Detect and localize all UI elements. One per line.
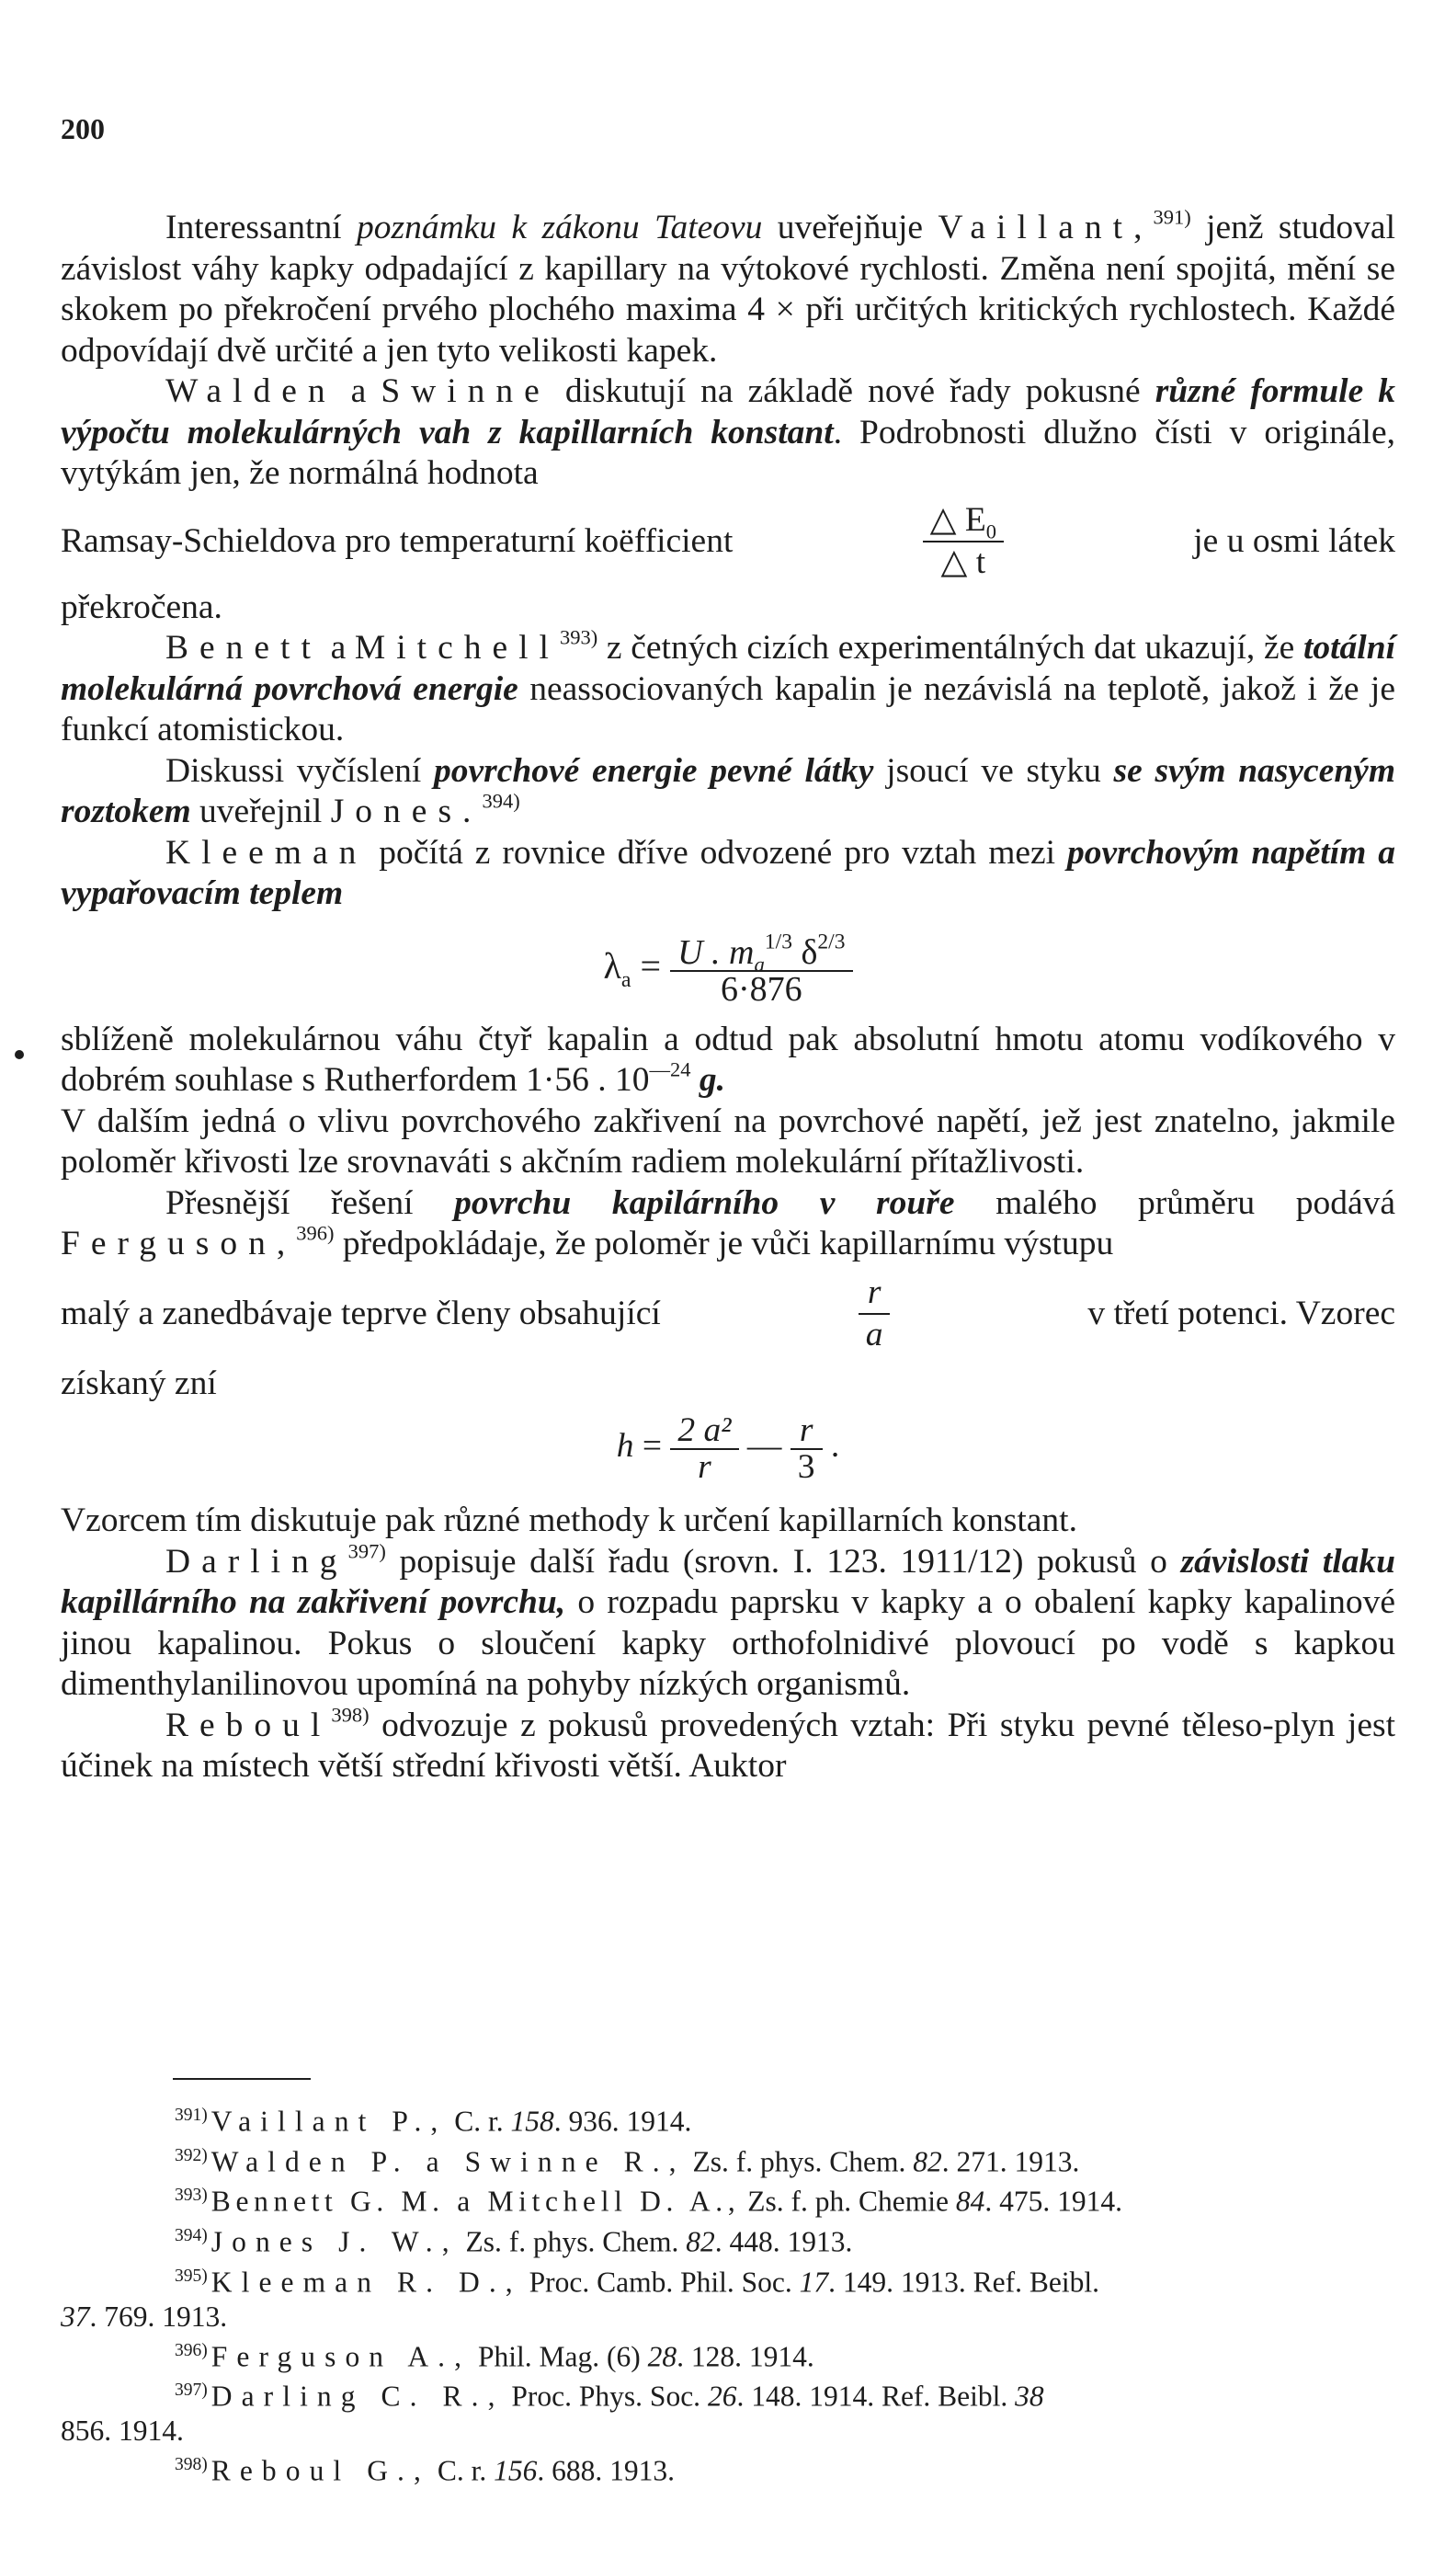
paragraph-jones: Diskussi vyčíslení povrchové energie pevné látky jsoucí ve styku se svým nasyceným roztokem uveřejnil Jones.$^{394)}$ bbox=[61, 751, 1395, 830]
footnote-395-cont: 37. 769. 1913. bbox=[61, 2300, 228, 2333]
paragraph-reboul: Reboul$^{398)}$ odvozuje z pokusů provedených vztah: Při styku pevné těleso-plyn jest účinek na místech větší střední křivosti větší. Auktor bbox=[61, 1702, 1395, 1785]
paragraph-methods: Vzorcem tím diskutuje pak různé methody k určení kapillarních konstant. bbox=[61, 1501, 1077, 1539]
footnotes bbox=[61, 2098, 1395, 2488]
paragraph-walden: Walden a Swinne diskutují na základě nové řady pokusné různé formule k výpočtu molekulárných vah z kapillarních konstant. Podrobnosti dlužno čísti v originále, vytýkám jen, že normálná hodnota bbox=[61, 372, 1395, 492]
equation-h: h = $\frac{\text{2 a²}}{r}$ — $\frac{r}{3}$ . bbox=[616, 1411, 840, 1486]
paragraph-walden-end: překročena. bbox=[61, 588, 222, 626]
ferguson-line: malý a zanedbávaje teprve členy obsahující $\frac{r}{a}$ v třetí potenci. Vzorec bbox=[61, 1273, 1395, 1356]
footnote-396: $^{396)}$ Ferguson A., Phil. Mag. (6) 28. 128. 1914. bbox=[175, 2340, 814, 2373]
footnote-391: $^{391)}$ Vaillant P., C. r. 158. 936. 1914. bbox=[175, 2105, 692, 2138]
footnote-397-cont: 856. 1914. bbox=[61, 2414, 184, 2447]
main-text bbox=[61, 205, 1396, 1787]
paragraph-kleeman: Kleeman počítá z rovnice dříve odvozené pro vztah mezi povrchovým napětím a vypařovacím teplem bbox=[61, 833, 1396, 912]
coefficient-fraction: $\frac{\triangle E_0}{\triangle t}$ bbox=[923, 500, 1004, 584]
equation-lambda: $\lambda_a$ = $\frac{U . m_a^{1/3} \delta^{2/3}}{6\cdot 876}$ bbox=[61, 935, 1395, 1007]
footnote-rule bbox=[173, 2078, 311, 2080]
paragraph-benett: Benett a Mitchell$^{393)}$ z četných cizích experimentálných dat ukazují, že totální molekulárná povrchová energie neassociovaných kapalin je nezávislá na teplotě, jakož i že je funkcí atomistickou. bbox=[61, 625, 1395, 748]
r-over-a-fraction: $\frac{r}{a}$ bbox=[859, 1273, 891, 1356]
paragraph-ferguson-end: získaný zní bbox=[61, 1364, 217, 1402]
footnote-394: $^{394)}$ Jones J. W., Zs. f. phys. Chem. 82. 448. 1913. bbox=[175, 2225, 853, 2258]
footnote-397: $^{397)}$ Darling C. R., Proc. Phys. Soc. 26. 148. 1914. Ref. Beibl. 38 bbox=[175, 2380, 1044, 2413]
footnote-392: $^{392)}$ Walden P. a Swinne R., Zs. f. phys. Chem. 82. 271. 1913. bbox=[175, 2145, 1080, 2178]
footnote-393: $^{393)}$ Bennett G. M. a Mitchell D. A., Zs. f. ph. Chemie 84. 475. 1914. bbox=[175, 2186, 1122, 2219]
paragraph-darling: Darling$^{397)}$ popisuje další řadu (srovn. I. 123. 1911/12) pokusů o závislosti tlaku kapillárního na zakřivení povrchu, o rozpadu paprsku v kapky a o obalení kapky kapalinové jinou kapalinou. Pokus o sloučení kapky orthofolnidivé plovoucí po vodě s kapkou dimenthylanilinovou upomíná na pohyby nízkých organismů. bbox=[61, 1538, 1395, 1703]
paragraph-hydrogen: sblíženě molekulárnou váhu čtyř kapalin a odtud pak absolutní hmotu atomu vodíkového v dobrém souhlase s Rutherfordem 1·56 . $10^{—24}$ g. bbox=[61, 1020, 1395, 1099]
paragraph-vaillant: Interessantní poznámku k zákonu Tateovu uveřejňuje Vaillant,$^{391)}$ jenž studoval závislost váhy kapky odpadající z kapillary na výtokové rychlosti. Změna není spojitá, mění se skokem po překročení prvého plochého maxima 4 × při určitých kritických rychlostech. Každé odpovídají dvě určité a jen tyto velikosti kapek. bbox=[61, 205, 1395, 370]
footnote-398: $^{398)}$ Reboul G., C. r. 156. 688. 1913. bbox=[175, 2454, 675, 2487]
paragraph-ferguson: Přesnější řešení povrchu kapilárního v rouře malého průměru podává Ferguson,$^{396)}$ předpokládaje, že poloměr je vůči kapillarnímu výstupu bbox=[61, 1183, 1395, 1262]
coefficient-line: Ramsay-Schieldova pro temperaturní koëfficient $\frac{\triangle E_0}{\triangle t}$ je u osmi látek bbox=[61, 500, 1395, 584]
footnote-395: $^{395)}$ Kleeman R. D., Proc. Camb. Phil. Soc. 17. 149. 1913. Ref. Beibl. bbox=[175, 2266, 1099, 2299]
page-number: 200 bbox=[61, 112, 105, 145]
paragraph-curvature: V dalším jedná o vlivu povrchového zakřivení na povrchové napětí, jež jest znatelno, jakmile poloměr křivosti lze srovnaváti s akčním radiem molekulární přítažlivosti. bbox=[61, 1102, 1395, 1181]
margin-dot bbox=[15, 1050, 24, 1059]
